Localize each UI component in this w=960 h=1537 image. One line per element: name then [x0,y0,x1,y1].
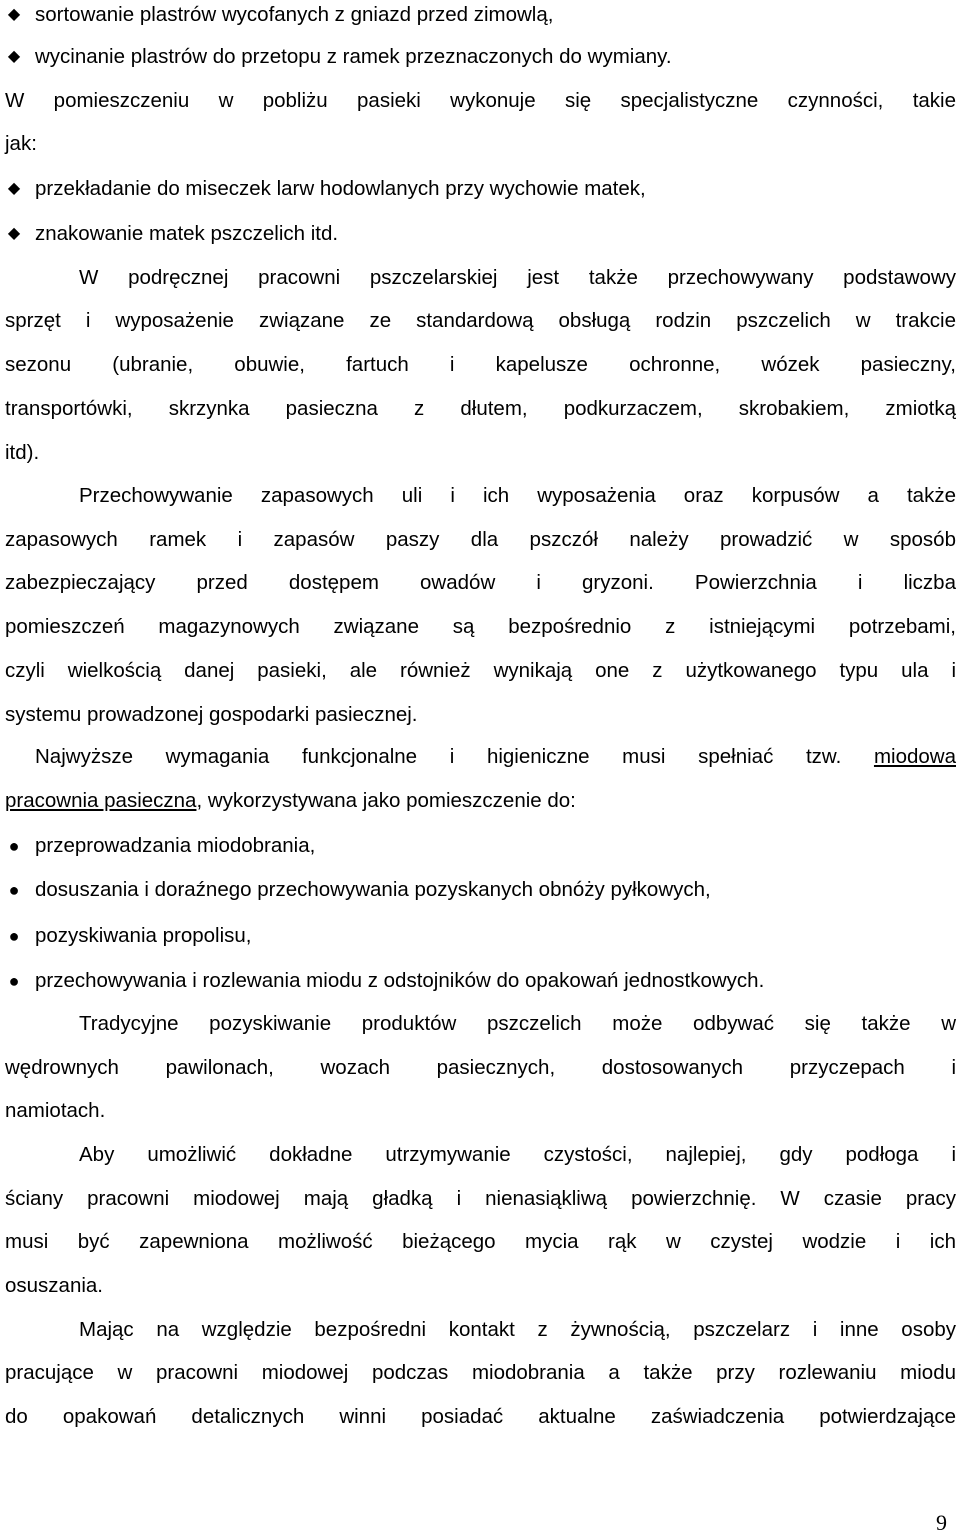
text-run: Najwyższe wymagania funkcjonalne i higieniczne musi spełniać tzw. [35,745,842,768]
bullet-dot-icon: ● [8,836,20,856]
paragraph-line: do opakowań detalicznych winni posiadać aktualne zaświadczenia potwierdzające [5,1405,956,1428]
paragraph-line: namiotach. [5,1099,106,1122]
list-item: dosuszania i doraźnego przechowywania pozyskanych obnóży pyłkowych, [35,878,711,901]
list-item: wycinanie plastrów do przetopu z ramek przeznaczonych do wymiany. [35,45,672,68]
paragraph-line: Aby umożliwić dokładne utrzymywanie czystości, najlepiej, gdy podłoga i [79,1143,956,1166]
list-item: przekładanie do miseczek larw hodowlanych przy wychowie matek, [35,177,646,200]
list-item: pozyskiwania propolisu, [35,924,252,947]
paragraph-line [5,789,956,813]
paragraph-line: pomieszczeń magazynowych związane są bezpośrednio z istniejącymi potrzebami, [5,615,956,638]
paragraph-line: sprzęt i wyposażenie związane ze standardową obsługą rodzin pszczelich w trakcie [5,309,956,332]
list-item: sortowanie plastrów wycofanych z gniazd przed zimowlą, [35,3,554,26]
list-item: znakowanie matek pszczelich itd. [35,222,339,245]
diamond-bullet-icon: ◆ [7,180,21,197]
paragraph-line: Mając na względzie bezpośredni kontakt z żywnością, pszczelarz i inne osoby [79,1318,956,1341]
paragraph-line: jak: [5,132,37,155]
bullet-dot-icon: ● [8,971,20,991]
paragraph-line: zapasowych ramek i zapasów paszy dla pszczół należy prowadzić w sposób [5,528,956,551]
paragraph-line [35,745,956,769]
paragraph-line: W podręcznej pracowni pszczelarskiej jest także przechowywany podstawowy [79,266,956,289]
paragraph-line: zabezpieczający przed dostępem owadów i gryzoni. Powierzchnia i liczba [5,571,956,594]
paragraph-line: ściany pracowni miodowej mają gładką i nienasiąkliwą powierzchnię. W czasie pracy [5,1187,956,1210]
paragraph-line: systemu prowadzonej gospodarki pasiecznej. [5,703,418,726]
paragraph-line: Tradycyjne pozyskiwanie produktów pszczelich może odbywać się także w [79,1012,956,1035]
paragraph-line: Przechowywanie zapasowych uli i ich wyposażenia oraz korpusów a także [79,484,956,507]
list-item: przeprowadzania miodobrania, [35,834,316,857]
paragraph-line: osuszania. [5,1274,104,1297]
paragraph-line: sezonu (ubranie, obuwie, fartuch i kapelusze ochronne, wózek pasieczny, [5,353,956,376]
diamond-bullet-icon: ◆ [7,225,21,242]
paragraph-line: itd). [5,441,40,464]
diamond-bullet-icon: ◆ [7,6,21,23]
bullet-dot-icon: ● [8,926,20,946]
diamond-bullet-icon: ◆ [7,48,21,65]
text-run: , wykorzystywana jako pomieszczenie do: [196,789,576,812]
page-number: 9 [936,1510,947,1535]
list-item: przechowywania i rozlewania miodu z odstojników do opakowań jednostkowych. [35,969,765,992]
paragraph-line: transportówki, skrzynka pasieczna z dłutem, podkurzaczem, skrobakiem, zmiotką [5,397,956,420]
paragraph-line: wędrownych pawilonach, wozach pasiecznych, dostosowanych przyczepach i [5,1056,956,1079]
paragraph-line: czyli wielkością danej pasieki, ale również wynikają one z użytkowanego typu ula i [5,659,956,682]
paragraph-line: W pomieszczeniu w pobliżu pasieki wykonuje się specjalistyczne czynności, takie [5,89,956,112]
bullet-dot-icon: ● [8,880,20,900]
paragraph-line: musi być zapewniona możliwość bieżącego mycia rąk w czystej wodzie i ich [5,1230,956,1253]
paragraph-line: pracujące w pracowni miodowej podczas miodobrania a także przy rozlewaniu miodu [5,1361,956,1384]
underlined-term: pracownia pasieczna [5,789,197,812]
underlined-term: miodowa [873,745,956,768]
